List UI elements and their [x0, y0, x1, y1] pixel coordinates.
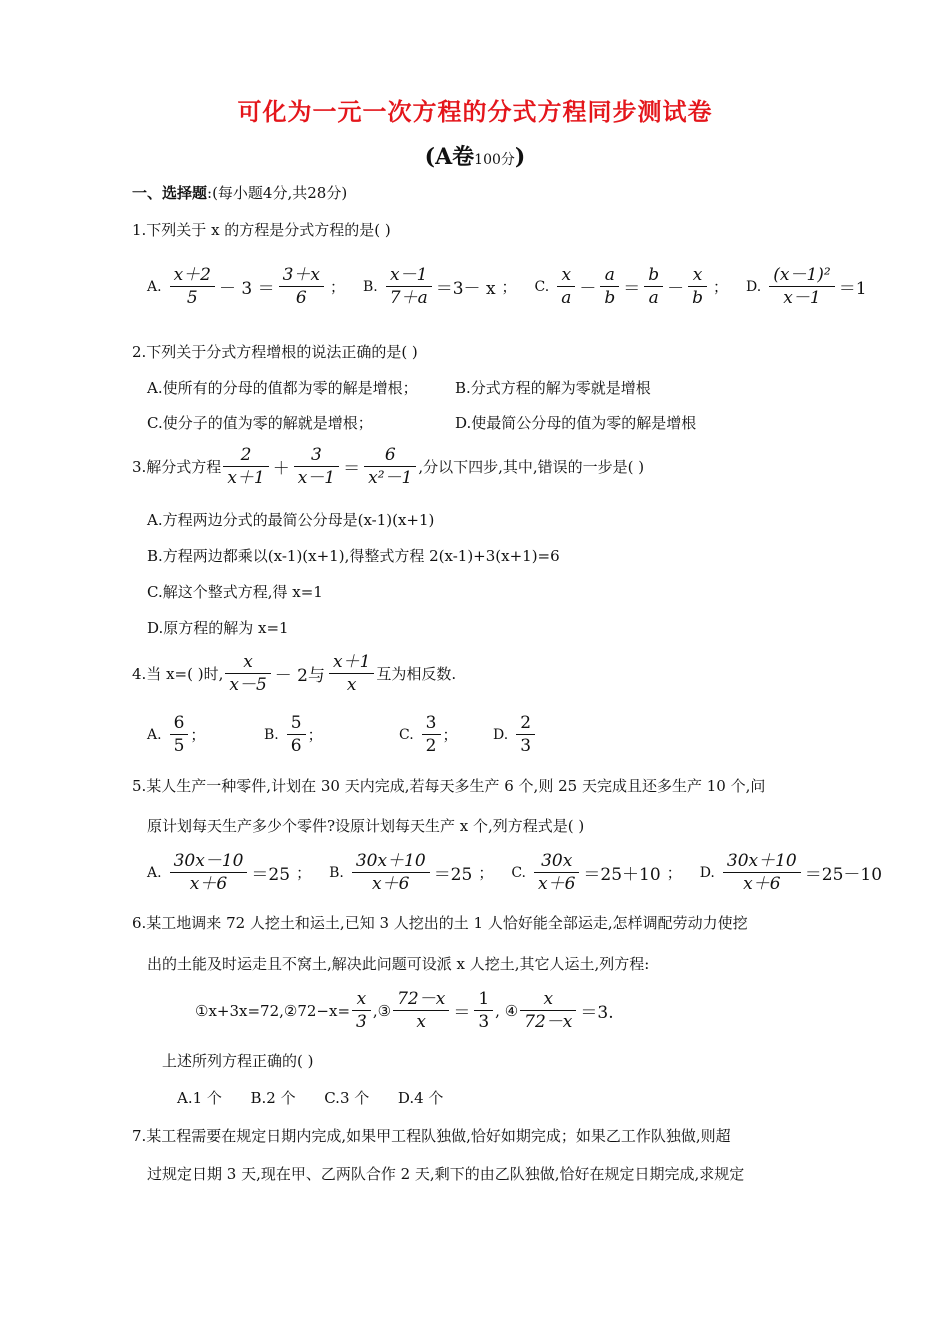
q4-frac2: $\frac{x+1}{x}$ [329, 651, 374, 696]
q3-option-a: A.方程两边分式的最简公分母是(x-1)(x+1) [147, 511, 435, 529]
q4-d-frac: $\frac{2}{3}$ [516, 712, 535, 757]
q1-d-rest: ＝1 [838, 279, 867, 299]
q2-option-d: D.使最简公分母的值为零的解是增根 [455, 414, 697, 432]
q1-b-label: B. [363, 278, 378, 295]
q5-c-rest: ＝25＋10 [583, 865, 661, 885]
q3-post: ,分以下四步,其中,错误的一步是( ) [418, 458, 645, 476]
q1-stem: 1.下列关于 x 的方程是分式方程的是( ) [132, 221, 391, 239]
q4-b-frac: $\frac{5}{6}$ [287, 712, 306, 757]
q1-c-label: C. [534, 278, 550, 295]
q4-frac1: $\frac{x}{x-5}$ [225, 651, 270, 696]
q2-option-c: C.使分子的值为零的解就是增根； [147, 414, 373, 432]
q3-pre: 3.解分式方程 [132, 458, 222, 476]
q3-stem: 3.解分式方程 $\frac{2}{x+1}$ ＋ $\frac{3}{x-1}$ ＝ $\frac{6}{\text{x²－1}}$ ,分以下四步,其中,错误的一步是( ) [132, 445, 645, 488]
q4-pre: 4.当 x=( )时, [132, 665, 224, 683]
q1-c-frac1: $\frac{x}{a}$ [557, 264, 575, 309]
q6-line2: 出的土能及时运走且不窝土,解决此问题可设派 x 人挖土,其它人运土,列方程: [147, 955, 650, 973]
q2-option-a: A.使所有的分母的值都为零的解是增根； [147, 379, 418, 397]
q6-equations: ①x+3x=72,②72−x= $\frac{x}{3}$ ,③ $\frac{72-x}{x}$ ＝ $\frac{1}{3}$ , ④ $\frac{x}{72-x}$ ＝3. [195, 989, 614, 1032]
q1-d-frac: $\frac{\text{(x－1)²}}{x-1}$ [769, 264, 834, 309]
q6-eq3-frac2: $\frac{1}{3}$ [474, 988, 493, 1033]
q1-d-label: D. [746, 278, 762, 295]
q5-a-rest: ＝25 [251, 865, 291, 885]
q4-option-a: A. $\frac{6}{5}$ ； [147, 713, 206, 756]
q4-option-d: D. $\frac{2}{3}$ [493, 712, 537, 757]
q5-line1: 5.某人生产一种零件,计划在 30 天内完成,若每天多生产 6 个,则 25 天完成且还多生产 10 个,问 [132, 777, 766, 795]
q1-a-label: A. [147, 278, 162, 295]
q1-b-frac: $\frac{x-1}{7+a}$ [386, 264, 432, 309]
q2-option-b: B.分式方程的解为零就是增根 [455, 379, 651, 397]
q5-c-label: C. [511, 864, 527, 881]
subtitle-main: (A卷 [424, 144, 475, 170]
q3-frac3: $\frac{6}{\text{x²－1}}$ [364, 444, 416, 489]
q3-option-b: B.方程两边都乘以(x-1)(x+1),得整式方程 2(x-1)+3(x+1)=6 [147, 547, 560, 565]
subtitle-close: ) [514, 144, 526, 170]
q3-option-d: D.原方程的解为 x=1 [147, 619, 289, 637]
q5-b-label: B. [329, 864, 344, 881]
q4-post: 互为相反数. [376, 665, 457, 683]
q6-options: A.1 个 B.2 个 C.3 个 D.4 个 [177, 1089, 444, 1107]
q5-b-frac: $\frac{30x+10}{x+6}$ [352, 850, 430, 895]
section-note: :(每小题4分,共28分) [207, 184, 348, 202]
q4-mid: － 2与 [274, 666, 325, 686]
q5-d-rest: ＝25－10 [804, 865, 883, 885]
section-heading [132, 182, 347, 203]
q1-a-mid: － 3 ＝ [218, 279, 275, 299]
page-title: 可化为一元一次方程的分式方程同步测试卷 [237, 97, 713, 126]
q1-options: A. $\frac{x+2}{5}$ － 3 ＝ $\frac{3+x}{6}$ ； B. $\frac{x-1}{7+a}$ ＝3－ x ； C. $\frac{x}{a}$ － $\frac{a}{b}$ ＝ $\frac{b}{a}$ － $\frac{x}{b}$ ； D. $\frac{\text{(x－1)²}}{x-1}$ ＝1 [147, 265, 867, 308]
q1-c-frac2: $\frac{a}{b}$ [600, 264, 619, 309]
q5-a-frac: $\frac{30x-10}{x+6}$ [170, 850, 248, 895]
q3-option-c: C.解这个整式方程,得 x=1 [147, 583, 323, 601]
q6-eq1: ①x+3x=72,②72−x= [195, 1001, 351, 1020]
q6-question: 上述所列方程正确的( ) [162, 1052, 314, 1070]
q5-line2: 原计划每天生产多少个零件?设原计划每天生产 x 个,列方程式是( ) [147, 817, 585, 835]
q1-a-frac2: $\frac{3+x}{6}$ [279, 264, 324, 309]
q1-c-frac3: $\frac{b}{a}$ [644, 264, 663, 309]
q5-a-label: A. [147, 864, 162, 881]
q5-b-rest: ＝25 [433, 865, 473, 885]
page-subtitle [0, 140, 950, 171]
q6-eq3-frac1: $\frac{72-x}{x}$ [393, 988, 449, 1033]
q5-options: A. $\frac{30x-10}{x+6}$ ＝25 ； B. $\frac{30x+10}{x+6}$ ＝25 ； C. $\frac{30x}{x+6}$ ＝25＋10 ； D. $\frac{30x+10}{x+6}$ ＝25－10 [147, 851, 883, 894]
q6-line1: 6.某工地调来 72 人挖土和运土,已知 3 人挖出的土 1 人恰好能全部运走,怎样调配劳动力使挖 [132, 914, 748, 932]
q4-stem [132, 651, 456, 696]
q3-frac1: $\frac{2}{x+1}$ [223, 444, 268, 489]
q6-eq4-frac: $\frac{x}{72-x}$ [520, 988, 576, 1033]
q1-a-frac1: $\frac{x+2}{5}$ [170, 264, 215, 309]
q2-stem: 2.下列关于分式方程增根的说法正确的是( ) [132, 343, 418, 361]
section-title: 一、选择题 [132, 184, 208, 202]
q6-eq2-frac: $\frac{x}{3}$ [352, 988, 371, 1033]
q4-option-b: B. $\frac{5}{6}$ ； [264, 713, 323, 756]
subtitle-score: 100分 [474, 152, 515, 168]
q5-c-frac: $\frac{30x}{x+6}$ [534, 850, 579, 895]
q1-c-frac4: $\frac{x}{b}$ [688, 264, 707, 309]
q1-b-rest: ＝3－ x [435, 279, 496, 299]
q4-a-frac: $\frac{6}{5}$ [170, 712, 189, 757]
q7-line2: 过规定日期 3 天,现在甲、乙两队合作 2 天,剩下的由乙队独做,恰好在规定日期完成,求规定 [147, 1165, 745, 1183]
q4-c-frac: $\frac{3}{2}$ [422, 712, 441, 757]
q5-d-label: D. [699, 864, 715, 881]
q5-d-frac: $\frac{30x+10}{x+6}$ [723, 850, 801, 895]
q3-frac2: $\frac{3}{x-1}$ [294, 444, 339, 489]
q4-option-c: C. $\frac{3}{2}$ ； [399, 713, 458, 756]
q7-line1: 7.某工程需要在规定日期内完成,如果甲工程队独做,恰好如期完成；如果乙工作队独做,则超 [132, 1127, 731, 1145]
